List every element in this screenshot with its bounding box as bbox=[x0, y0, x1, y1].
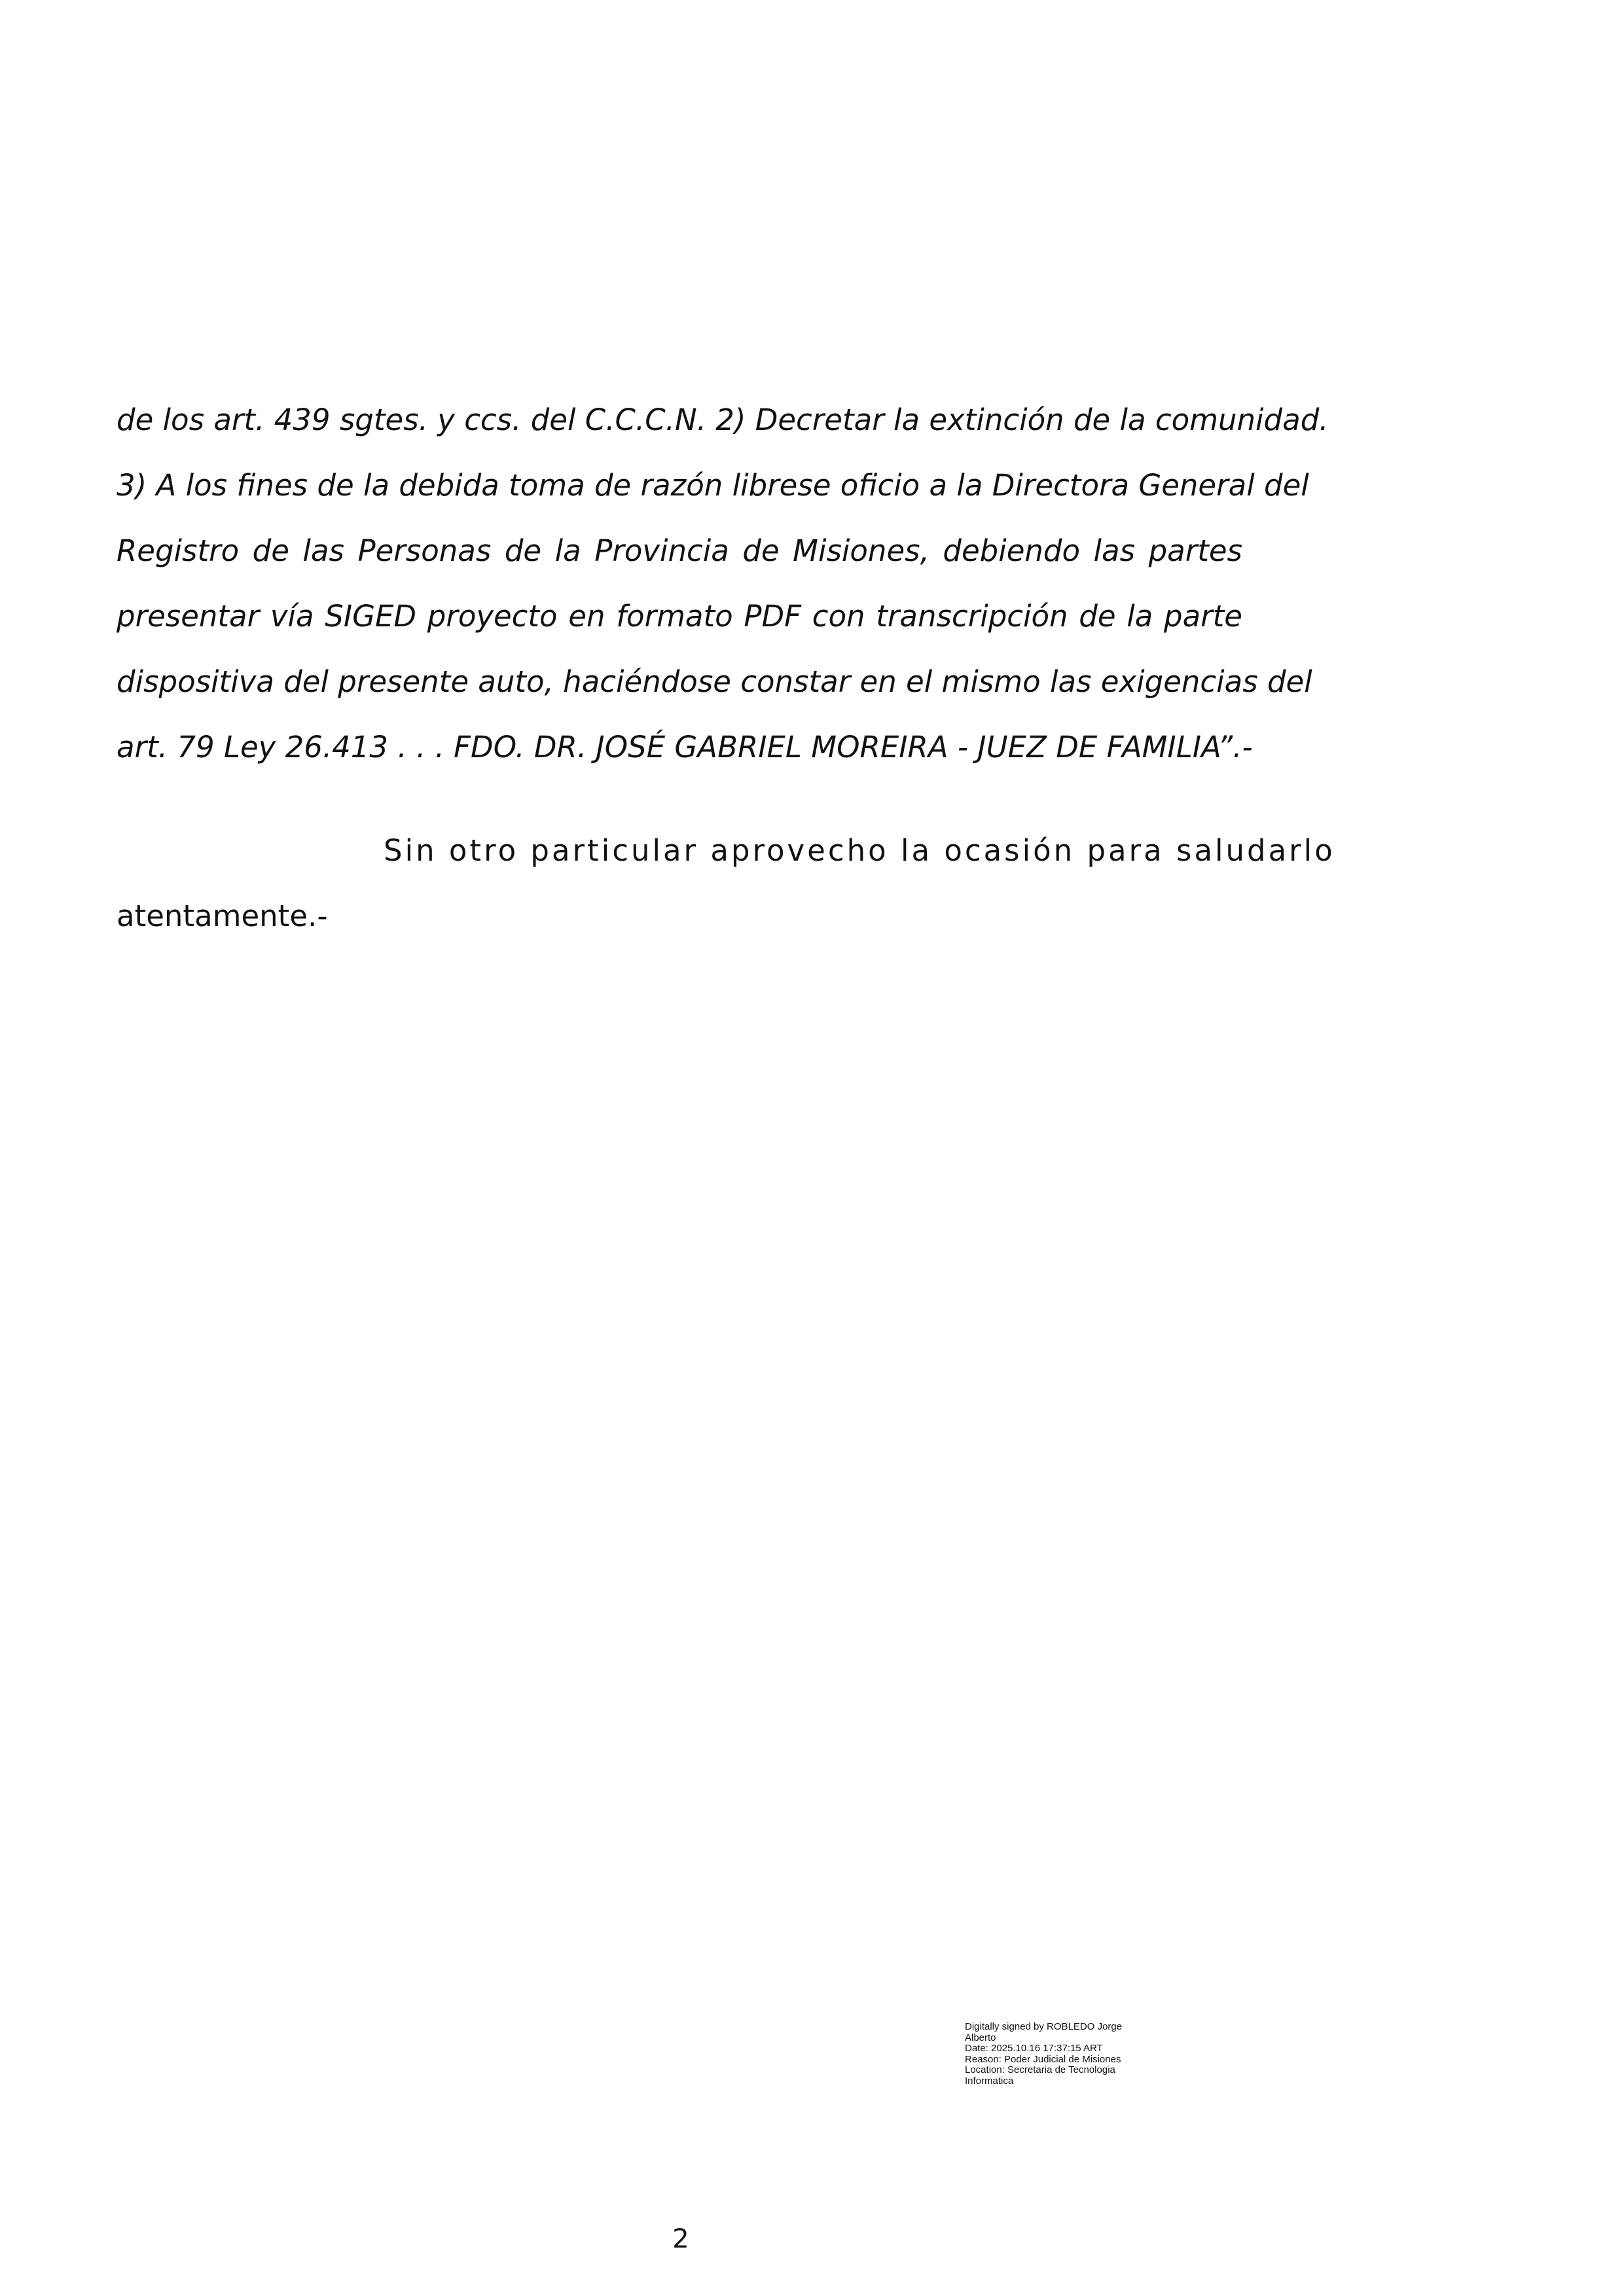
closing-line-1: Sin otro particular aprovecho la ocasión para saludarlo bbox=[384, 833, 1335, 868]
quoted-ruling-line-4: presentar vía SIGED proyecto en formato PDF con transcripción de la parte bbox=[117, 599, 1242, 634]
quoted-ruling-line-3: Registro de las Personas de la Provincia de Misiones, debiendo las partes bbox=[117, 533, 1242, 568]
quoted-ruling-line-5: dispositiva del presente auto, haciéndose constar en el mismo las exigencias del bbox=[117, 664, 1312, 699]
quoted-ruling-line-6: art. 79 Ley 26.413 . . . FDO. DR. JOSÉ GABRIEL MOREIRA - JUEZ DE FAMILIA”.- bbox=[117, 730, 1253, 764]
signature-line-4: Reason: Poder Judicial de Misiones bbox=[965, 2053, 1121, 2065]
digital-signature-block bbox=[965, 2022, 1161, 2087]
closing-line-2: atentamente.- bbox=[117, 899, 328, 933]
signature-line-5: Location: Secretaria de Tecnologia bbox=[965, 2064, 1115, 2075]
quoted-ruling-line-1: de los art. 439 sgtes. y ccs. del C.C.C.N. 2) Decretar la extinción de la comunidad. bbox=[117, 403, 1329, 437]
quoted-ruling-line-2: 3) A los fines de la debida toma de razón librese oficio a la Directora General del bbox=[117, 468, 1309, 503]
page-number: 2 bbox=[672, 2224, 689, 2254]
signature-line-1: Digitally signed by ROBLEDO Jorge bbox=[965, 2021, 1123, 2032]
signature-line-2: Alberto bbox=[965, 2032, 996, 2043]
signature-line-3: Date: 2025.10.16 17:37:15 ART bbox=[965, 2043, 1103, 2054]
signature-line-6: Informatica bbox=[965, 2075, 1014, 2087]
